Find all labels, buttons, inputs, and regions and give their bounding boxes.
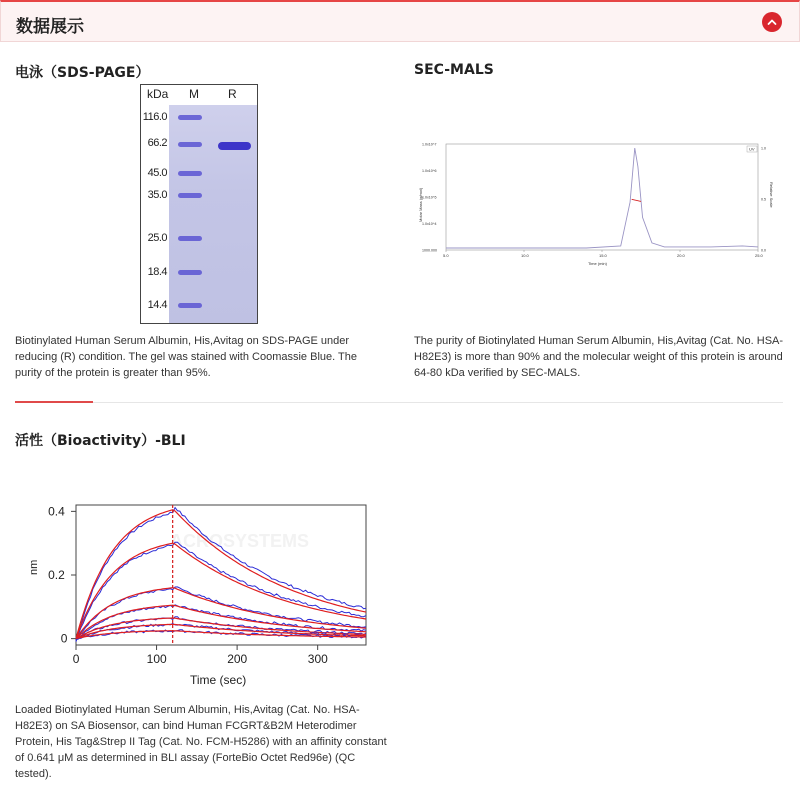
bli-title: 活性（Bioactivity）-BLI [15, 433, 186, 449]
sec-y2-axis-label: Relative Scale [769, 182, 774, 208]
bli-x-tick-label: 100 [146, 652, 167, 666]
sec-x-tick-label: 20.0 [677, 253, 685, 258]
kda-label: kDa [147, 87, 169, 101]
gel-header [141, 85, 257, 105]
sec-y-tick-label: 1.0x10^7 [422, 142, 437, 147]
sec-x-tick-label: 25.0 [755, 253, 763, 258]
gel-lanes [169, 105, 257, 323]
marker-band [178, 270, 202, 275]
bli-chart [20, 495, 380, 695]
sds-gel-image [140, 84, 258, 324]
lane-r-label: R [228, 87, 237, 101]
bli-x-tick-label: 300 [307, 652, 328, 666]
sec-y-tick-label: 1.0x10^4 [422, 222, 437, 226]
mw-label: 14.4 [147, 299, 167, 311]
section-divider-accent [15, 401, 93, 403]
sec-y-tick-label: 1.0x10^5 [422, 195, 437, 200]
section-title: 数据展示 [16, 17, 84, 37]
sec-x-tick-label: 10.0 [521, 253, 529, 258]
bli-y-tick-label: 0.4 [48, 504, 65, 519]
sec-mals-title: SEC-MALS [414, 62, 494, 78]
sds-page-title: 电泳（SDS-PAGE） [15, 65, 150, 81]
bli-y-tick-label: 0.2 [48, 568, 65, 582]
section-header [0, 0, 800, 42]
mw-label: 66.2 [147, 137, 167, 149]
marker-band [178, 142, 202, 147]
mw-label: 25.0 [147, 232, 167, 244]
bli-raw-trace [76, 624, 366, 640]
mw-label: 18.4 [147, 266, 167, 278]
sample-band [218, 142, 251, 150]
mw-label: 35.0 [147, 189, 167, 201]
marker-band [178, 236, 202, 241]
sec-mals-chart [418, 140, 774, 270]
bli-watermark: ACROSYSTEMS [170, 531, 310, 551]
sec-y2-tick-label: 0.0 [761, 248, 766, 253]
chevron-up-icon [767, 17, 777, 27]
sec-x-tick-label: 15.0 [599, 253, 607, 258]
bli-raw-trace [76, 587, 366, 639]
marker-band [178, 171, 202, 176]
sec-y2-tick-label: 1.0 [761, 146, 766, 151]
sec-x-tick-label: 5.0 [443, 253, 449, 258]
bli-y-axis-label: nm [28, 559, 40, 575]
bli-x-tick-label: 0 [72, 652, 80, 666]
sds-page-caption: Biotinylated Human Serum Albumin, His,Avitag on SDS-PAGE under reducing (R) condition. The gel was stained with Coomassie Blue. The purity of the protein is greater than 95%. [15, 335, 357, 379]
sec-y-tick-label: 1000.000 [422, 248, 437, 253]
sec-x-axis-label: Time (min) [588, 261, 607, 266]
bli-y-tick-label: 0 [60, 631, 68, 646]
bli-caption: Loaded Biotinylated Human Serum Albumin, His,Avitag (Cat. No. HSA-H82E3) on SA Biosensor, can bind Human FCGRT&B2M Heterodimer Protein, His Tag&Strep II Tag (Cat. No. FCM-H5286) with an affinity constant of 0.641 μM as determined in BLI assay (ForteBio Octet Red96e) (QC tested). [15, 704, 387, 780]
mw-label: 116.0 [142, 111, 167, 123]
sec-y-axis-label: Molar Mass (g/mol) [418, 187, 423, 222]
section-divider [15, 402, 783, 403]
marker-band [178, 115, 202, 120]
sec-plot-frame [446, 144, 758, 250]
sec-legend: UV [749, 146, 755, 152]
bli-x-tick-label: 200 [227, 652, 248, 666]
collapse-button[interactable] [762, 12, 782, 32]
sec-mals-caption: The purity of Biotinylated Human Serum Albumin, His,Avitag (Cat. No. HSA-H82E3) is more than 90% and the molecular weight of this protein is around 64-80 kDa verified by SEC-MALS. [414, 335, 784, 379]
mw-label: 45.0 [147, 167, 167, 179]
sec-y2-tick-label: 0.5 [761, 197, 766, 202]
lane-m-label: M [189, 87, 199, 101]
marker-band [178, 303, 202, 308]
sec-y-tick-label: 1.0x10^6 [422, 169, 437, 173]
bli-x-axis-label: Time (sec) [190, 673, 247, 687]
marker-band [178, 193, 202, 198]
